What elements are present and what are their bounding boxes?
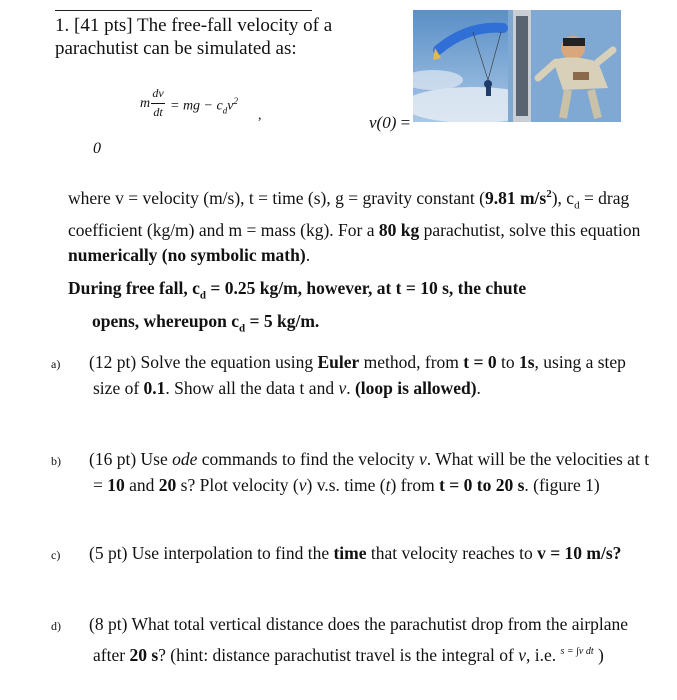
title-line-1: 1. [41 pts] The free-fall velocity of a — [55, 15, 333, 36]
where-t1: where v = velocity (m/s), t = time (s), g = gravity constant ( — [68, 187, 485, 208]
initial-eq: = — [396, 113, 411, 132]
definitions-paragraph — [68, 182, 643, 268]
part-a-1s: 1s — [518, 352, 535, 372]
parachutist-photo-svg — [413, 10, 621, 122]
part-a-t0: t = 0 — [463, 352, 497, 372]
part-b-v2: v — [298, 475, 307, 495]
part-d-t2: ? (hint: distance parachutist travel is the integral of — [158, 644, 519, 665]
where-t5: . — [305, 245, 311, 266]
eq-rhs-text: = mg − c — [170, 98, 223, 114]
part-a-v: v — [338, 378, 347, 398]
where-mass: 80 kg — [378, 220, 420, 241]
eq-m: m — [140, 96, 151, 111]
part-a-euler: Euler — [317, 352, 360, 372]
part-a-t6: . — [346, 378, 355, 398]
where-t3: = drag coefficient (kg/m) and m = mass (kg). For a — [68, 187, 630, 241]
part-b-t6: ) v.s. time ( — [306, 475, 386, 495]
part-d-label: d) — [51, 619, 61, 633]
part-c-t2: that velocity reaches to — [366, 543, 538, 563]
part-c — [51, 541, 653, 567]
eq-rhs-v: v — [227, 98, 234, 114]
part-b-v: v — [419, 449, 427, 469]
part-c-t1: (5 pt) Use interpolation to find the — [89, 543, 334, 563]
part-b-t5: s? Plot velocity ( — [176, 475, 299, 495]
freefall-line-1 — [68, 276, 643, 309]
part-a-t7: . — [476, 378, 481, 398]
eq-fraction-bar — [151, 103, 165, 104]
part-a-t4: , using a step size of — [93, 352, 626, 398]
part-a-loop: (loop is allowed) — [354, 378, 477, 398]
part-c-v: v = 10 m/s? — [537, 543, 622, 563]
eq-numerator: dv — [152, 86, 164, 100]
freefall-d: = 5 kg/m. — [245, 310, 320, 331]
freefall-sub2: d — [239, 322, 246, 334]
freefall-a: During free fall, c — [68, 278, 200, 298]
part-c-label: c) — [51, 548, 61, 562]
where-t2: ), c — [551, 187, 575, 208]
part-b-t3: . What will be the velocities at t = — [93, 449, 650, 495]
part-b-t1: (16 pt) Use — [89, 449, 173, 469]
part-a — [51, 350, 653, 400]
part-b-label: b) — [51, 454, 61, 468]
problem-title — [55, 14, 332, 60]
part-a-t1: (12 pt) Solve the equation using — [89, 352, 318, 372]
where-sup: 2 — [546, 188, 552, 200]
part-a-t2: method, from — [359, 352, 464, 372]
eq-rhs — [170, 96, 238, 115]
part-d-t3: , i.e. — [526, 644, 561, 665]
freefall-paragraph — [68, 276, 643, 341]
part-a-label: a) — [51, 357, 61, 371]
part-b-20: 20 — [158, 475, 177, 495]
part-d-t1: (8 pt) What total vertical distance does the parachutist drop from the airplane after — [89, 614, 629, 665]
part-b-range: t = 0 to 20 s — [439, 475, 525, 495]
part-b-t: t — [385, 475, 391, 495]
eq-rhs-sup: 2 — [233, 96, 238, 106]
part-a-step: 0.1 — [143, 378, 166, 398]
where-numerically: numerically (no symbolic math) — [68, 245, 306, 266]
part-b-t2: commands to find the velocity — [197, 449, 420, 469]
freefall-sub1: d — [199, 289, 206, 302]
parachutist-photo — [413, 10, 621, 122]
part-b-t7: ) from — [390, 475, 440, 495]
part-b-10: 10 — [107, 475, 125, 495]
initial-value: 0 — [93, 140, 101, 157]
initial-condition — [369, 113, 410, 133]
initial-label: v(0) — [369, 113, 397, 132]
part-a-t3: to — [496, 352, 519, 372]
part-b — [51, 447, 653, 497]
where-sub: d — [574, 199, 580, 212]
part-d-20s: 20 s — [129, 644, 159, 665]
where-t4: parachutist, solve this equation — [419, 220, 641, 241]
part-a-t5: . Show all the data t and — [165, 378, 339, 398]
eq-comma: , — [258, 108, 262, 123]
part-b-t4: and — [124, 475, 159, 495]
part-b-t8: . (figure 1) — [524, 475, 600, 495]
where-gravity: 9.81 m/s — [484, 187, 547, 208]
freefall-line-2 — [68, 309, 643, 342]
title-line-2: parachutist can be simulated as: — [55, 38, 297, 59]
part-c-time: time — [333, 543, 367, 563]
part-d — [51, 611, 653, 668]
eq-rhs-sub: d — [222, 105, 228, 116]
part-d-formula: s = ∫v dt — [560, 646, 594, 657]
part-d-t4: ) — [593, 644, 604, 665]
part-d-v: v — [518, 644, 526, 665]
part-b-ode: ode — [172, 449, 198, 469]
freefall-c: opens, whereupon c — [92, 310, 239, 331]
eq-denominator: dt — [153, 105, 163, 119]
title-rule — [55, 10, 312, 11]
freefall-b: = 0.25 kg/m, however, at t = 10 s, the chute — [206, 278, 527, 298]
